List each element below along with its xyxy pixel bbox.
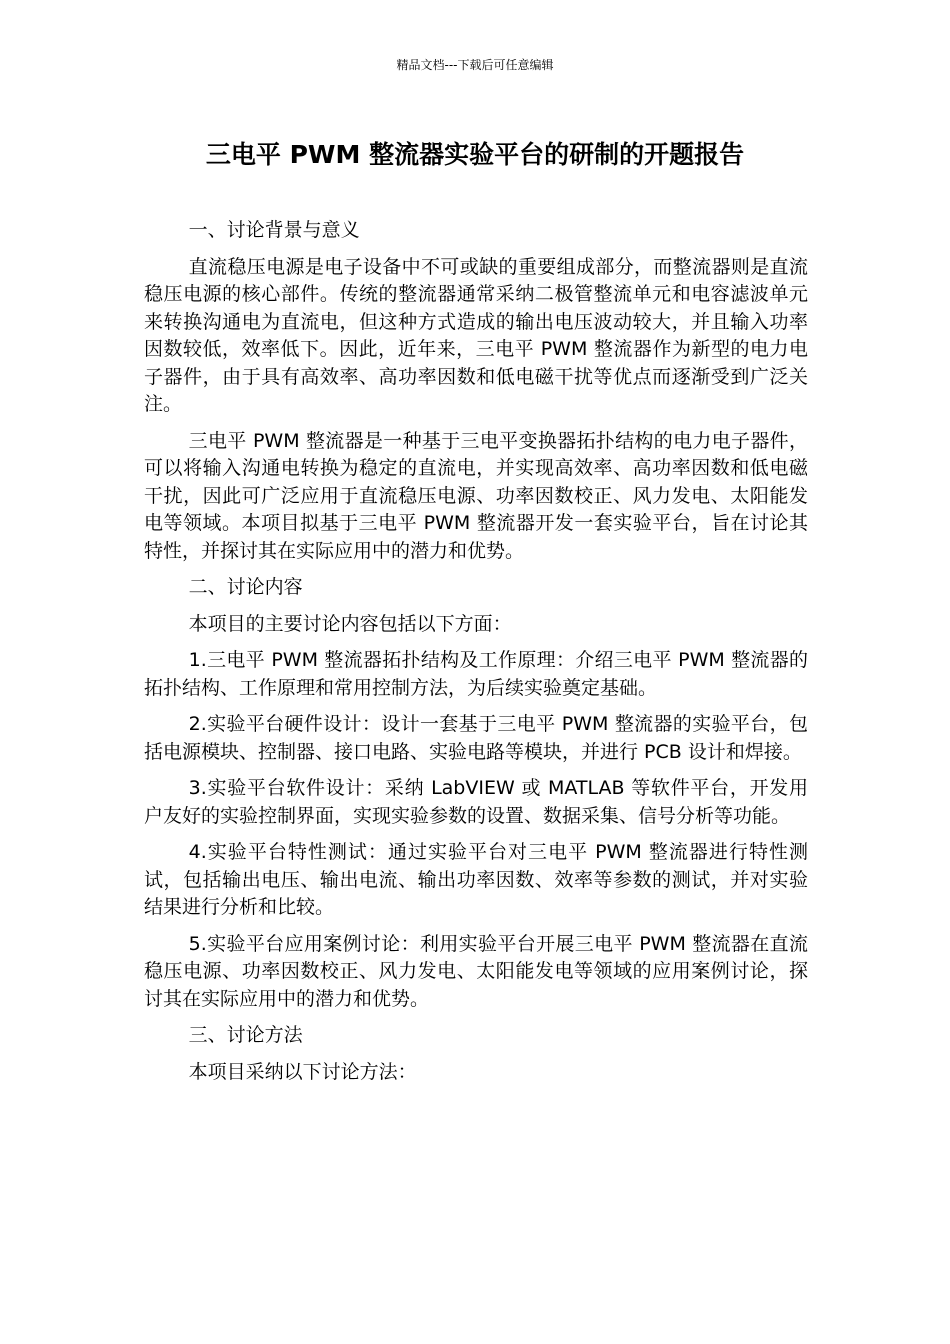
document-title: 三电平 PWM 整流器实验平台的研制的开题报告 — [205, 140, 745, 169]
list-item-software: 3.实验平台软件设计：采纳 LabVIEW 或 MATLAB 等软件平台，开发用户友好的实验控制界面，实现实验参数的设置、数据采集、信号分析等功能。 — [144, 777, 808, 827]
list-item-application: 5.实验平台应用案例讨论：利用实验平台开展三电平 PWM 整流器在直流稳压电源、功率因数校正、风力发电、太阳能发电等领域的应用案例讨论，探讨其在实际应用中的潜力和优势。 — [144, 932, 808, 1010]
list-item-testing: 4.实验平台特性测试：通过实验平台对三电平 PWM 整流器进行特性测试，包括输出电压、输出电流、输出功率因数、效率等参数的测试，并对实验结果进行分析和比较。 — [144, 841, 808, 918]
section-heading-method: 三、讨论方法 — [188, 1024, 303, 1046]
running-header: 精品文档---下载后可任意编辑 — [396, 58, 554, 72]
paragraph-content-intro: 本项目的主要讨论内容包括以下方面： — [188, 612, 512, 635]
paragraph-background-2: 三电平 PWM 整流器是一种基于三电平变换器拓扑结构的电力电子器件，可以将输入沟通电转换为稳定的直流电，并实现高效率、高功率因数和低电磁干扰，因此可广泛应用于直流稳压电源、功率因数校正、风力发电、太阳能发电等领域。本项目拟基于三电平 PWM 整流器开发一套实验平台，旨在讨论其特性，并探讨其在实际应用中的潜力和优势。 — [144, 429, 808, 562]
document-body — [144, 217, 808, 1095]
paragraph-method-intro: 本项目采纳以下讨论方法： — [188, 1060, 417, 1083]
paragraph-background-1: 直流稳压电源是电子设备中不可或缺的重要组成部分，而整流器则是直流稳压电源的核心部件。传统的整流器通常采纳二极管整流单元和电容滤波单元来转换沟通电为直流电，但这种方式造成的输出电压波动较大，并且输入功率因数较低，效率低下。因此，近年来，三电平 PWM 整流器作为新型的电力电子器件，由于具有高效率、高功率因数和低电磁干扰等优点而逐渐受到广泛关注。 — [144, 255, 808, 415]
list-item-hardware: 2.实验平台硬件设计：设计一套基于三电平 PWM 整流器的实验平台，包括电源模块、控制器、接口电路、实验电路等模块，并进行 PCB 设计和焊接。 — [144, 713, 808, 763]
section-heading-content: 二、讨论内容 — [188, 576, 303, 598]
section-heading-background: 一、讨论背景与意义 — [188, 219, 360, 241]
list-item-topology: 1.三电平 PWM 整流器拓扑结构及工作原理：介绍三电平 PWM 整流器的拓扑结构、工作原理和常用控制方法，为后续实验奠定基础。 — [144, 649, 808, 699]
